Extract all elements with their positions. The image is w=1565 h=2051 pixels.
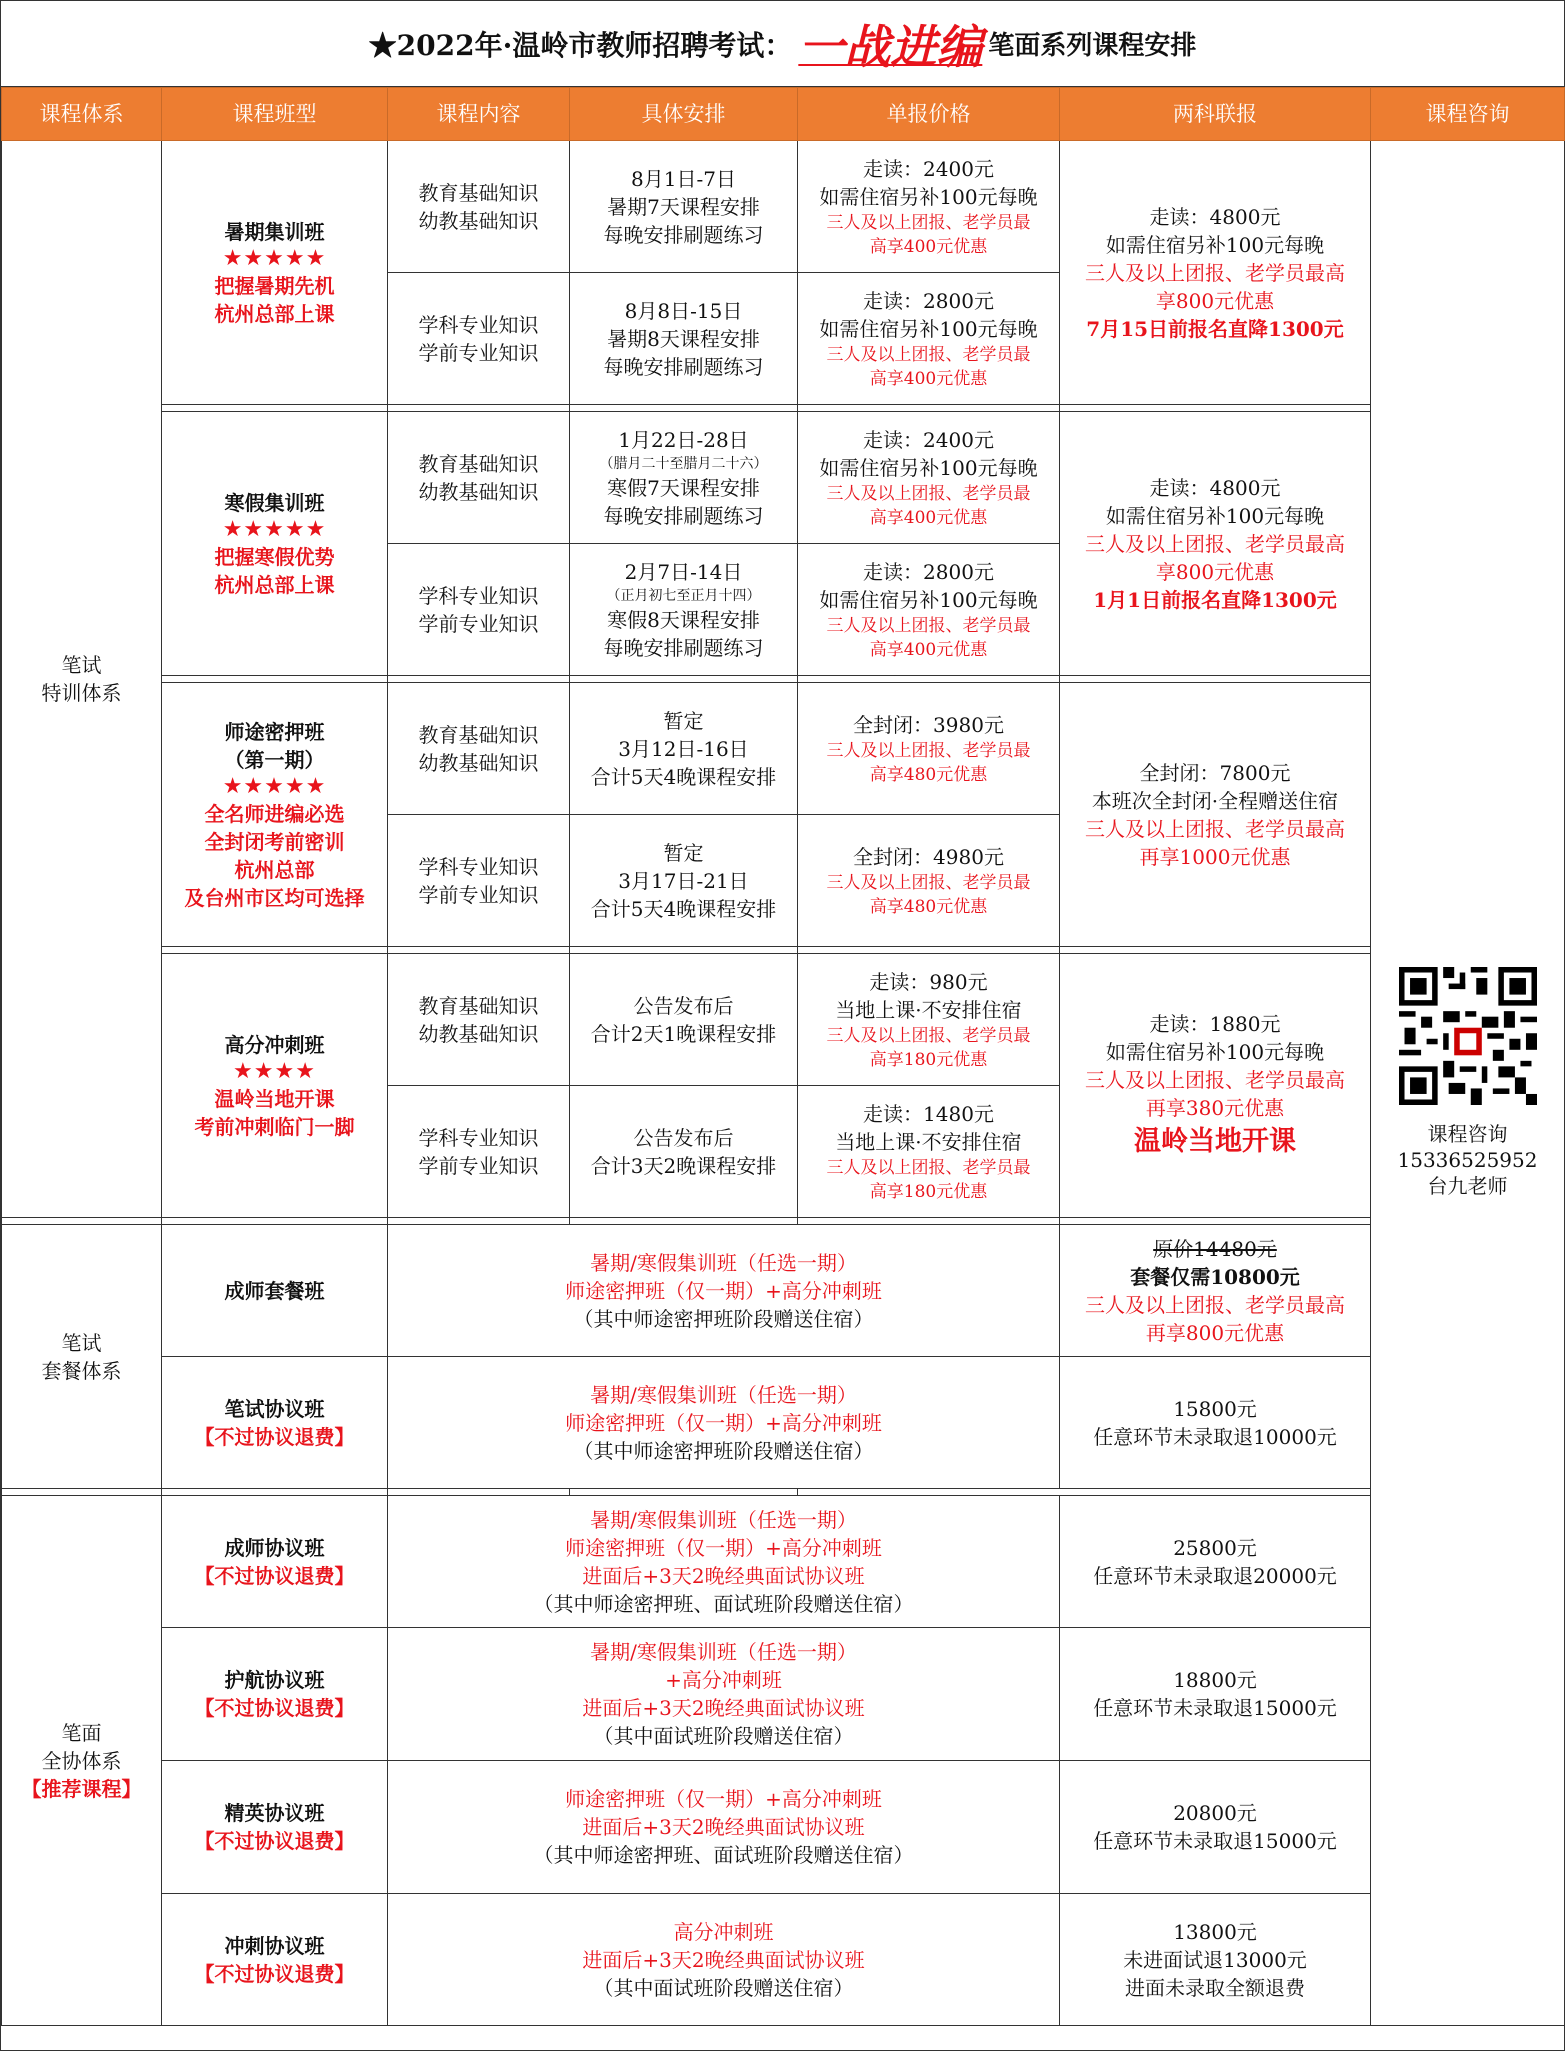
combo-price-cell: 25800元 任意环节未录取退20000元 [1060, 1496, 1371, 1628]
table-row [2, 1894, 1565, 2026]
class-sprint: 高分冲刺班 ★★★★ 温岭当地开课 考前冲刺临门一脚 [162, 954, 388, 1218]
content-cell: 学科专业知识 学前专业知识 [388, 1086, 570, 1218]
star-rating: ★★★★★ [222, 516, 327, 542]
class-protocol: 精英协议班 【不过协议退费】 [162, 1761, 388, 1894]
package-content-cell: 暑期/寒假集训班（任选一期） 师途密押班（仅一期）+高分冲刺班 （其中师途密押班阶段赠送住宿） [388, 1225, 1060, 1357]
class-protocol: 成师协议班 【不过协议退费】 [162, 1496, 388, 1628]
col-header: 两科联报 [1060, 88, 1371, 141]
price-cell: 走读：2400元 如需住宿另补100元每晚 三人及以上团报、老学员最 高享400元优惠 [798, 412, 1060, 544]
content-cell: 学科专业知识 学前专业知识 [388, 815, 570, 947]
star-rating: ★★★★★ [222, 245, 327, 271]
table-row [2, 1628, 1565, 1761]
star-rating: ★★★★ [233, 1058, 316, 1084]
price-cell: 全封闭：3980元 三人及以上团报、老学员最 高享480元优惠 [798, 683, 1060, 815]
package-content-cell: 师途密押班（仅一期）+高分冲刺班 进面后+3天2晚经典面试协议班 （其中师途密押班、面试班阶段赠送住宿） [388, 1761, 1060, 1894]
table-row [2, 954, 1565, 1086]
schedule-cell: 1月22日-28日 （腊月二十至腊月二十六） 寒假7天课程安排 每晚安排刷题练习 [570, 412, 798, 544]
col-header: 课程班型 [162, 88, 388, 141]
class-winter: 寒假集训班 ★★★★★ 把握寒假优势 杭州总部上课 [162, 412, 388, 676]
col-header: 具体安排 [570, 88, 798, 141]
schedule-cell: 公告发布后 合计2天1晚课程安排 [570, 954, 798, 1086]
schedule-cell: 公告发布后 合计3天2晚课程安排 [570, 1086, 798, 1218]
page-title: ★2022年·温岭市教师招聘考试： 一战进编 笔面系列课程安排 [1, 1, 1564, 87]
schedule-cell: 暂定 3月12日-16日 合计5天4晚课程安排 [570, 683, 798, 815]
class-secret: 师途密押班 （第一期） ★★★★★ 全名师进编必选 全封闭考前密训 杭州总部 及台州市区均可选择 [162, 683, 388, 947]
class-protocol: 冲刺协议班 【不过协议退费】 [162, 1894, 388, 2026]
consult-teacher: 台九老师 [1427, 1174, 1508, 1198]
qr-code-icon[interactable] [1399, 967, 1537, 1105]
combo-price-cell: 20800元 任意环节未录取退15000元 [1060, 1761, 1371, 1894]
consult-phone[interactable]: 15336525952 [1397, 1148, 1538, 1172]
schedule-cell: 8月1日-7日 暑期7天课程安排 每晚安排刷题练习 [570, 141, 798, 273]
consult-label: 课程咨询 [1427, 1122, 1508, 1146]
title-highlight: 一战进编 [798, 19, 983, 74]
package-content-cell: 暑期/寒假集训班（任选一期） +高分冲刺班 进面后+3天2晚经典面试协议班 （其中面试班阶段赠送住宿） [388, 1628, 1060, 1761]
price-cell: 走读：2800元 如需住宿另补100元每晚 三人及以上团报、老学员最 高享400元优惠 [798, 544, 1060, 676]
col-header: 课程咨询 [1371, 88, 1565, 141]
combo-price-cell: 走读：1880元 如需住宿另补100元每晚 三人及以上团报、老学员最高 再享380元优惠 温岭当地开课 [1060, 954, 1371, 1218]
content-cell: 教育基础知识 幼教基础知识 [388, 683, 570, 815]
col-header: 课程内容 [388, 88, 570, 141]
system-full-protocol: 笔面 全协体系 【推荐课程】 [2, 1496, 162, 2026]
class-package: 成师套餐班 [162, 1225, 388, 1357]
class-protocol: 护航协议班 【不过协议退费】 [162, 1628, 388, 1761]
col-header: 单报价格 [798, 88, 1060, 141]
price-cell: 走读：2800元 如需住宿另补100元每晚 三人及以上团报、老学员最 高享400元优惠 [798, 273, 1060, 405]
system-written-special: 笔试 特训体系 [2, 141, 162, 1218]
content-cell: 教育基础知识 幼教基础知识 [388, 954, 570, 1086]
col-header: 课程体系 [2, 88, 162, 141]
system-written-package: 笔试 套餐体系 [2, 1225, 162, 1489]
price-cell: 走读：2400元 如需住宿另补100元每晚 三人及以上团报、老学员最 高享400元优惠 [798, 141, 1060, 273]
content-cell: 学科专业知识 学前专业知识 [388, 544, 570, 676]
content-cell: 教育基础知识 幼教基础知识 [388, 412, 570, 544]
table-row [2, 683, 1565, 815]
schedule-cell: 8月8日-15日 暑期8天课程安排 每晚安排刷题练习 [570, 273, 798, 405]
content-cell: 教育基础知识 幼教基础知识 [388, 141, 570, 273]
price-cell: 全封闭：4980元 三人及以上团报、老学员最 高享480元优惠 [798, 815, 1060, 947]
table-row [2, 141, 1565, 273]
combo-price-cell: 原价14480元 套餐仅需10800元 三人及以上团报、老学员最高 再享800元优惠 [1060, 1225, 1371, 1357]
table-row [2, 1357, 1565, 1489]
combo-price-cell: 13800元 未进面试退13000元 进面未录取全额退费 [1060, 1894, 1371, 2026]
schedule-cell: 2月7日-14日 （正月初七至正月十四） 寒假8天课程安排 每晚安排刷题练习 [570, 544, 798, 676]
content-cell: 学科专业知识 学前专业知识 [388, 273, 570, 405]
table-row [2, 1761, 1565, 1894]
table-row [2, 412, 1565, 544]
consult-cell [1371, 141, 1565, 2026]
price-cell: 走读：1480元 当地上课·不安排住宿 三人及以上团报、老学员最 高享180元优惠 [798, 1086, 1060, 1218]
course-table [1, 87, 1565, 2026]
combo-price-cell: 走读：4800元 如需住宿另补100元每晚 三人及以上团报、老学员最高 享800元优惠 1月1日前报名直降1300元 [1060, 412, 1371, 676]
price-cell: 走读：980元 当地上课·不安排住宿 三人及以上团报、老学员最 高享180元优惠 [798, 954, 1060, 1086]
table-header-row [2, 88, 1565, 141]
table-row [2, 1225, 1565, 1357]
combo-price-cell: 全封闭：7800元 本班次全封闭·全程赠送住宿 三人及以上团报、老学员最高 再享1000元优惠 [1060, 683, 1371, 947]
package-content-cell: 暑期/寒假集训班（任选一期） 师途密押班（仅一期）+高分冲刺班 （其中师途密押班阶段赠送住宿） [388, 1357, 1060, 1489]
combo-price-cell: 15800元 任意环节未录取退10000元 [1060, 1357, 1371, 1489]
class-summer: 暑期集训班 ★★★★★ 把握暑期先机 杭州总部上课 [162, 141, 388, 405]
class-package: 笔试协议班 【不过协议退费】 [162, 1357, 388, 1489]
schedule-cell: 暂定 3月17日-21日 合计5天4晚课程安排 [570, 815, 798, 947]
package-content-cell: 高分冲刺班 进面后+3天2晚经典面试协议班 （其中面试班阶段赠送住宿） [388, 1894, 1060, 2026]
combo-price-cell: 18800元 任意环节未录取退15000元 [1060, 1628, 1371, 1761]
combo-price-cell: 走读：4800元 如需住宿另补100元每晚 三人及以上团报、老学员最高 享800元优惠 7月15日前报名直降1300元 [1060, 141, 1371, 405]
table-row [2, 1496, 1565, 1628]
package-content-cell: 暑期/寒假集训班（任选一期） 师途密押班（仅一期）+高分冲刺班 进面后+3天2晚经典面试协议班 （其中师途密押班、面试班阶段赠送住宿） [388, 1496, 1060, 1628]
star-rating: ★★★★★ [222, 773, 327, 799]
